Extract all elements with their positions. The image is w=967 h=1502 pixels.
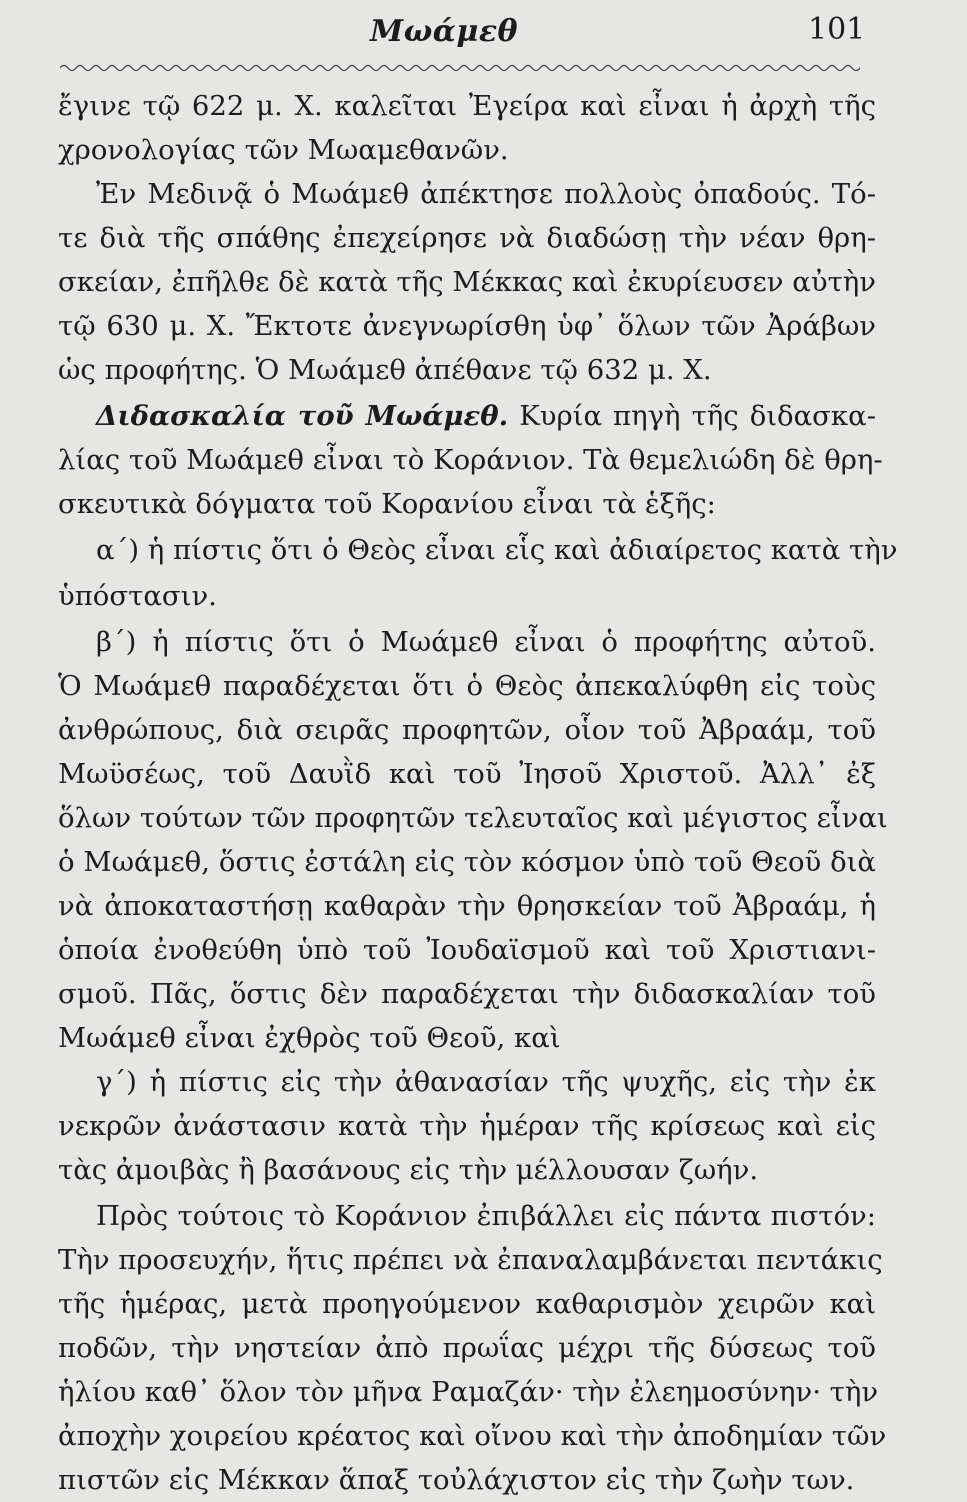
text-line: Τὴν προσευχήν, ἥτις πρέπει νὰ ἐπαναλαμβάνεται πεντάκις: [58, 1244, 883, 1276]
text-line: τῆς ἡμέρας, μετὰ προηγούμενον καθαρισμὸν χειρῶν καὶ: [58, 1288, 876, 1320]
text-line: ὑπόστασιν.: [58, 580, 217, 612]
text-line: ὡς προφήτης. Ὁ Μωάμεθ ἀπέθανε τῷ 632 μ. Χ.: [58, 354, 712, 386]
text-line: ποδῶν, τὴν νηστείαν ἀπὸ πρωΐας μέχρι τῆς δύσεως τοῦ: [58, 1332, 876, 1364]
section-heading-line: [58, 394, 876, 438]
text-line: Πρὸς τούτοις τὸ Κοράνιον ἐπιβάλλει εἰς πάντα πιστόν:: [96, 1200, 876, 1232]
text-line-continuation: Κυρία πηγὴ τῆς διδασκα-: [519, 400, 876, 432]
text-line: νεκρῶν ἀνάστασιν κατὰ τὴν ἡμέραν τῆς κρίσεως καὶ εἰς: [58, 1110, 876, 1142]
page-number: 101: [808, 12, 866, 47]
text-line: σκευτικὰ δόγματα τοῦ Κορανίου εἶναι τὰ ἑξῆς:: [58, 488, 716, 520]
text-line: ὁποία ἐνοθεύθη ὑπὸ τοῦ Ἰουδαϊσμοῦ καὶ τοῦ Χριστιανι-: [58, 934, 876, 966]
text-line: Ὁ Μωάμεθ παραδέχεται ὅτι ὁ Θεὸς ἀπεκαλύφθη εἰς τοὺς: [58, 670, 876, 702]
text-line: τῷ 630 μ. Χ. Ἔκτοτε ἀνεγνωρίσθη ὑφ᾿ ὅλων τῶν Ἀράβων: [58, 310, 876, 342]
text-line: νὰ ἀποκαταστήσῃ καθαρὰν τὴν θρησκείαν τοῦ Ἀβραάμ, ἡ: [58, 890, 876, 922]
section-heading: Διδασκαλία τοῦ Μωάμεθ.: [96, 400, 509, 432]
text-line: ἀνθρώπους, διὰ σειρᾶς προφητῶν, οἷον τοῦ Ἀβραάμ, τοῦ: [58, 714, 876, 746]
text-line: ὅλων τούτων τῶν προφητῶν τελευταῖος καὶ μέγιστος εἶναι: [58, 802, 888, 834]
text-line: ἡλίου καθ᾿ ὅλον τὸν μῆνα Ραμαζάν· τὴν ἐλεημοσύνην· τὴν: [58, 1376, 879, 1408]
text-line: ὁ Μωάμεθ, ὅστις ἐστάλη εἰς τὸν κόσμον ὑπὸ τοῦ Θεοῦ διὰ: [58, 846, 876, 878]
text-line: β΄) ἡ πίστις ὅτι ὁ Μωάμεθ εἶναι ὁ προφήτης αὐτοῦ.: [96, 626, 876, 658]
text-line: Ἐν Μεδινᾷ ὁ Μωάμεθ ἀπέκτησε πολλοὺς ὀπαδούς. Τό-: [96, 178, 876, 210]
text-line: σμοῦ. Πᾶς, ὅστις δὲν παραδέχεται τὴν διδασκαλίαν τοῦ: [58, 978, 876, 1010]
text-line: γ΄) ἡ πίστις εἰς τὴν ἀθανασίαν τῆς ψυχῆς, εἰς τὴν ἐκ: [96, 1066, 876, 1098]
text-line: Μωάμεθ εἶναι ἐχθρὸς τοῦ Θεοῦ, καὶ: [58, 1022, 561, 1054]
text-line: Μωϋσέως, τοῦ Δαυῒδ καὶ τοῦ Ἰησοῦ Χριστοῦ. Ἀλλ᾿ ἐξ: [58, 758, 876, 790]
text-line: σκείαν, ἐπῆλθε δὲ κατὰ τῆς Μέκκας καὶ ἐκυρίευσεν αὐτὴν: [58, 266, 876, 298]
running-head: [0, 8, 967, 56]
text-line: χρονολογίας τῶν Μωαμεθανῶν.: [58, 134, 509, 166]
text-line: πιστῶν εἰς Μέκκαν ἅπαξ τοὐλάχιστον εἰς τὴν ζωὴν των.: [58, 1464, 855, 1496]
text-line: ἀποχὴν χοιρείου κρέατος καὶ οἴνου καὶ τὴν ἀποδημίαν τῶν: [58, 1420, 887, 1452]
wavy-rule: [60, 62, 860, 74]
text-line: ἔγινε τῷ 622 μ. Χ. καλεῖται Ἐγείρα καὶ εἶναι ἡ ἀρχὴ τῆς: [58, 90, 876, 122]
text-line: τε διὰ τῆς σπάθης ἐπεχείρησε νὰ διαδώσῃ τὴν νέαν θρη-: [58, 222, 876, 254]
running-title: Μωάμεθ: [370, 14, 519, 49]
text-line: λίας τοῦ Μωάμεθ εἶναι τὸ Κοράνιον. Τὰ θεμελιώδη δὲ θρη-: [58, 444, 883, 476]
text-line: α΄) ἡ πίστις ὅτι ὁ Θεὸς εἶναι εἷς καὶ ἀδιαίρετος κατὰ τὴν: [96, 534, 898, 566]
text-line: τὰς ἀμοιβὰς ἢ βασάνους εἰς τὴν μέλλουσαν ζωήν.: [58, 1154, 759, 1186]
